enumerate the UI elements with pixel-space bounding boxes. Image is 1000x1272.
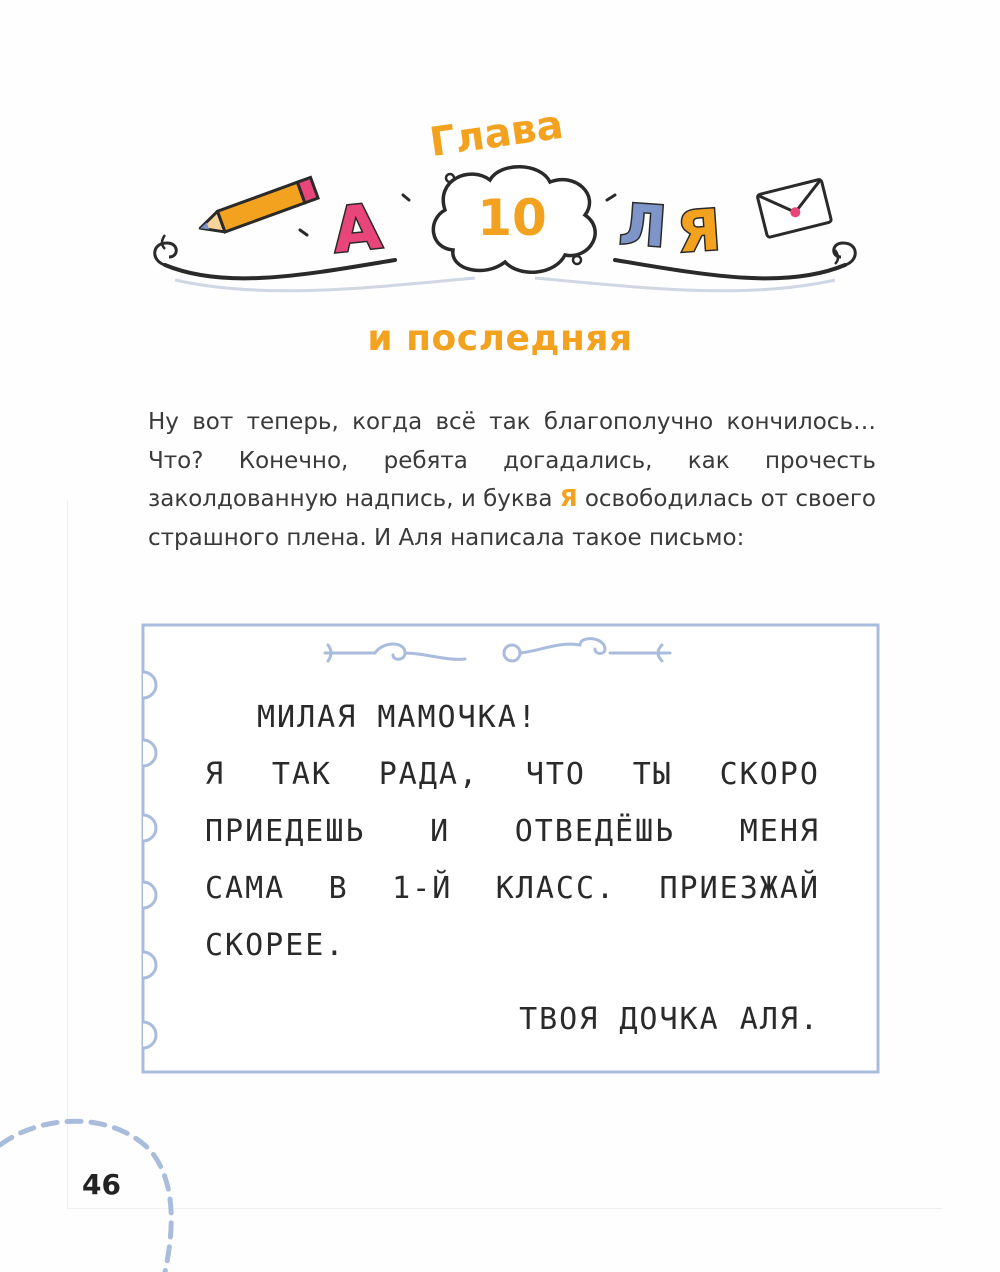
word: РАДА, (378, 757, 480, 792)
chapter-letter-ya: Я (675, 198, 723, 266)
chapter-number: 10 (477, 189, 547, 247)
word: ТАК (271, 757, 332, 792)
letter-greeting: МИЛАЯ МАМОЧКА! (257, 700, 538, 735)
intro-text-before: Ну вот теперь, когда всё так благополучно кончилось… Что? Конечно, ребята догадались, как прочесть заколдованную надпись, и буква (148, 409, 876, 512)
chapter-banner (145, 100, 865, 310)
word: МЕНЯ (739, 814, 820, 849)
word: САМА (205, 871, 286, 906)
word: В (328, 871, 349, 906)
chapter-word: Глава (426, 101, 567, 167)
intro-paragraph (148, 403, 876, 557)
chapter-subtitle: и последняя (367, 318, 633, 359)
word: СКОРО (719, 757, 820, 792)
envelope-icon (757, 179, 832, 238)
intro-text-after: освободилась от своего страшного плена. И Аля написала такое письмо: (148, 486, 876, 551)
word: ПРИЕДЕШЬ (205, 814, 366, 849)
word: 1-Й (392, 871, 453, 906)
chapter-letter-a: А (329, 189, 385, 268)
word: Я (205, 757, 226, 792)
word: ПРИЕЗЖАЙ (659, 871, 820, 906)
letter-line-2 (205, 757, 820, 792)
word: И (430, 814, 451, 849)
word: ОТВЕДЁШЬ (514, 814, 676, 849)
chapter-letter-l: Л (617, 192, 669, 261)
highlight-letter: Я (559, 486, 578, 512)
letter-line-4 (205, 871, 820, 906)
word: ЧТО (525, 757, 586, 792)
page-number: 46 (82, 1168, 121, 1201)
word: КЛАСС. (495, 871, 617, 906)
word: ТЫ (632, 757, 673, 792)
letter-line-3 (205, 814, 820, 849)
letter-signature: ТВОЯ ДОЧКА АЛЯ. (519, 1002, 820, 1037)
letter-line-5: СКОРЕЕ. (205, 928, 346, 963)
